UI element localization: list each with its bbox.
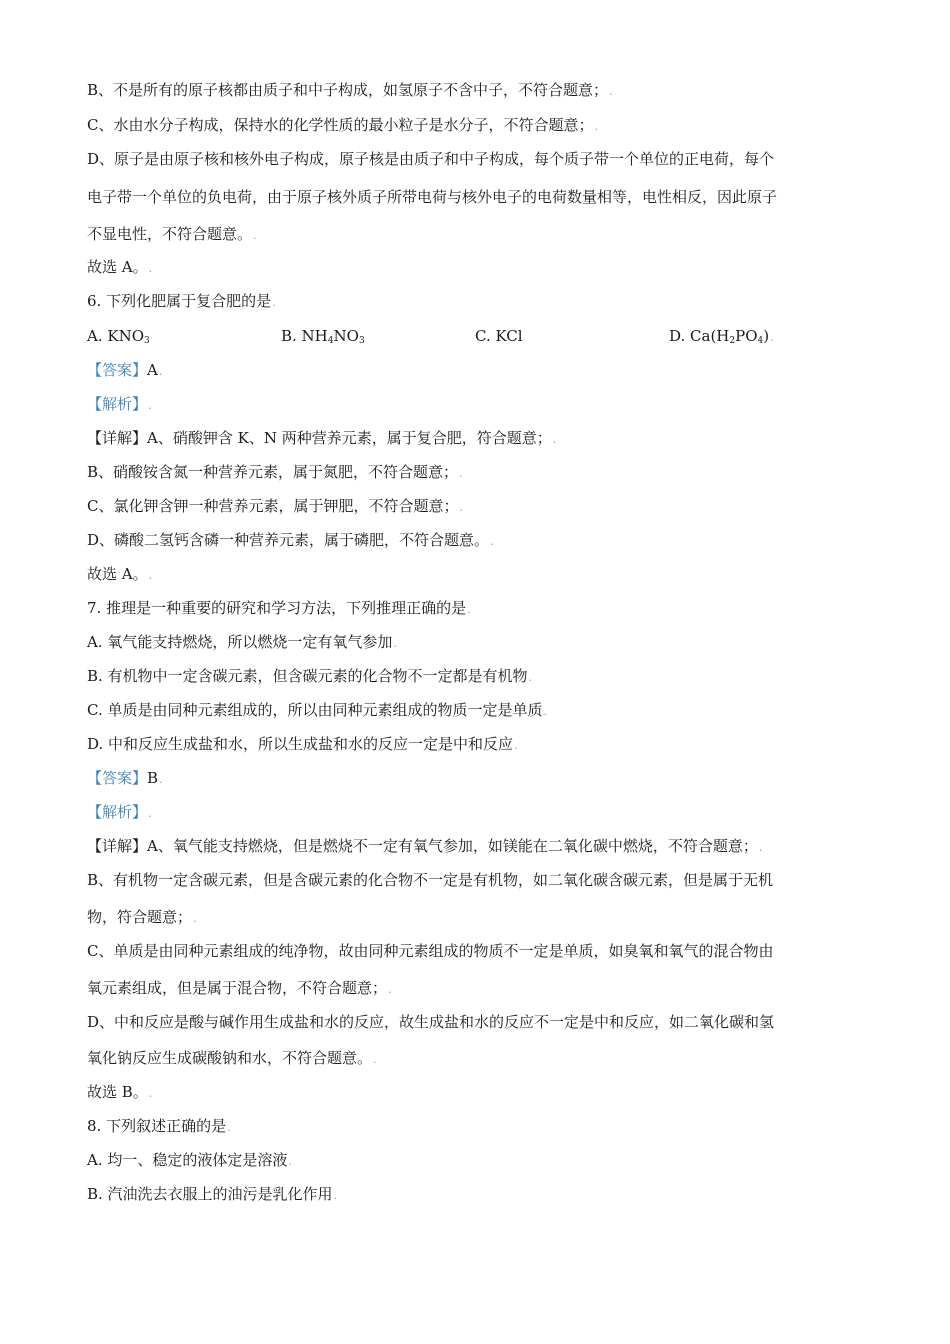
- paragraph-mark: .: [373, 1053, 377, 1066]
- detail-label: 【详解】: [87, 429, 148, 447]
- q6-option-c: [475, 326, 523, 346]
- paragraph-mark: .: [459, 467, 463, 480]
- q6-detail-c-text: C、氯化钾含钾一种营养元素，属于钾肥，不符合题意；: [87, 497, 459, 515]
- q6-option-a-text: A. KNO: [87, 327, 144, 345]
- q6-option-b-text: B. NH: [281, 327, 328, 345]
- paragraph-mark: .: [528, 671, 533, 684]
- q6-detail-b-text: B、硝酸铵含氮一种营养元素，属于氮肥，不符合题意；: [87, 463, 459, 481]
- q6-detail-a: [87, 428, 556, 450]
- q7-option-d-text: D. 中和反应生成盐和水，所以生成盐和水的反应一定是中和反应: [87, 735, 514, 753]
- paragraph-mark: .: [770, 331, 774, 344]
- q6-option-d: [669, 326, 774, 348]
- q7-detail-a-text: A、氧气能支持燃烧，但是燃烧不一定有氧气参加，如镁能在二氧化碳中燃烧，不符合题意；: [147, 837, 758, 855]
- paragraph-mark: .: [272, 296, 276, 309]
- analysis-label: 【解析】: [87, 395, 148, 413]
- paragraph-mark: .: [543, 705, 547, 718]
- q5-d-text-2: 电子带一个单位的负电荷，由于原子核外质子所带电荷与核外电子的电荷数量相等，电性相反，因此原子: [87, 188, 778, 206]
- q7-option-a: [87, 632, 397, 654]
- paragraph-mark: .: [467, 603, 471, 616]
- analysis-label: 【解析】: [87, 803, 148, 821]
- q6-analysis: [87, 394, 152, 416]
- paragraph-mark: .: [148, 1087, 153, 1100]
- q7-detail-d-text-2: 氧化钠反应生成碳酸钠和水，不符合题意。: [87, 1049, 373, 1067]
- answer-label: 【答案】: [87, 361, 148, 379]
- q7-analysis: [87, 802, 152, 824]
- paragraph-mark: .: [459, 501, 463, 514]
- q7-option-b-text: B. 有机物中一定含碳元素，但含碳元素的化合物不一定都是有机物: [87, 667, 528, 685]
- q6-option-d-text: D. Ca(H: [669, 327, 730, 345]
- paragraph-mark: .: [148, 807, 152, 820]
- q7-detail-b-text-2: 物，符合题意；: [87, 908, 193, 926]
- q6-option-c-text: C. KCl: [475, 327, 523, 345]
- q6-option-a-subscript: 3: [144, 336, 150, 346]
- q6-option-b-subscript-2: 3: [358, 336, 365, 346]
- q6-detail-b: [87, 462, 463, 484]
- answer-label: 【答案】: [87, 769, 148, 787]
- q7-option-c-text: C. 单质是由同种元素组成的，所以由同种元素组成的物质一定是单质: [87, 701, 543, 719]
- q5-option-d-analysis-line3: [87, 224, 257, 246]
- q6-option-d-text-end: ): [763, 327, 770, 345]
- paragraph-mark: .: [333, 1189, 338, 1202]
- paragraph-mark: .: [253, 229, 257, 242]
- paragraph-mark: .: [490, 535, 494, 548]
- paragraph-mark: .: [158, 365, 163, 378]
- q7-detail-b-text-1: B、有机物一定含碳元素，但是含碳元素的化合物不一定是有机物，如二氧化碳含碳元素，但是属于无机: [87, 871, 774, 889]
- q7-detail-b-line1: [87, 870, 773, 890]
- q6-question: [87, 291, 276, 313]
- paragraph-mark: .: [159, 773, 163, 786]
- q5-option-d-analysis-line1: [87, 149, 774, 169]
- q7-question: [87, 598, 471, 620]
- q7-option-b: [87, 666, 532, 688]
- q7-answer-value: B: [147, 769, 159, 787]
- q5-d-text-1: D、原子是由原子核和核外电子构成，原子核是由质子和中子构成，每个质子带一个单位的正电荷，每个: [87, 150, 775, 168]
- q7-conclusion: [87, 1082, 152, 1104]
- q6-conclusion-text: 故选 A。: [87, 565, 148, 583]
- paragraph-mark: .: [227, 1121, 231, 1134]
- q6-detail-d-text: D、磷酸二氢钙含磷一种营养元素，属于磷肥，不符合题意。: [87, 531, 490, 549]
- q6-answer: [87, 360, 162, 382]
- q7-answer: [87, 768, 163, 790]
- q8-option-b: [87, 1184, 337, 1206]
- paragraph-mark: .: [552, 433, 557, 446]
- q5-d-text-3: 不显电性，不符合题意。: [87, 225, 253, 243]
- q6-option-d-text-mid: PO: [735, 327, 758, 345]
- q6-option-b-subscript-1: 4: [327, 336, 334, 346]
- q7-option-d: [87, 734, 518, 756]
- paragraph-mark: .: [148, 262, 153, 275]
- q6-option-d-subscript-2: 4: [757, 336, 764, 346]
- paragraph-mark: .: [288, 1155, 292, 1168]
- q7-detail-c-line1: [87, 941, 773, 961]
- q7-detail-d-text-1: D、中和反应是酸与碱作用生成盐和水的反应，故生成盐和水的反应不一定是中和反应，如二氧化碳和氢: [87, 1013, 775, 1031]
- q5-conclusion: [87, 257, 152, 279]
- q6-conclusion: [87, 564, 152, 586]
- q7-detail-a: [87, 836, 762, 858]
- q6-detail-c: [87, 496, 463, 518]
- paragraph-mark: .: [609, 85, 613, 98]
- q8-question: [87, 1116, 231, 1138]
- paragraph-mark: .: [148, 569, 153, 582]
- q7-detail-d-line2: [87, 1048, 377, 1070]
- q7-detail-d-line1: [87, 1012, 774, 1032]
- q8-option-a: [87, 1150, 292, 1172]
- q6-question-text: 6. 下列化肥属于复合肥的是: [87, 292, 272, 310]
- q5-c-text: C、水由水分子构成，保持水的化学性质的最小粒子是水分子，不符合题意；: [87, 116, 594, 134]
- paragraph-mark: .: [594, 120, 598, 133]
- q5-option-d-analysis-line2: [87, 187, 777, 207]
- q8-option-a-text: A. 均一、稳定的液体定是溶液: [87, 1151, 288, 1169]
- paragraph-mark: .: [393, 637, 397, 650]
- q7-detail-c-line2: [87, 978, 392, 1000]
- q7-option-c: [87, 700, 547, 722]
- paragraph-mark: .: [388, 983, 392, 996]
- q5-b-text: B、不是所有的原子核都由质子和中子构成，如氢原子不含中子，不符合题意；: [87, 81, 609, 99]
- q5-conclusion-text: 故选 A。: [87, 258, 148, 276]
- q8-option-b-text: B. 汽油洗去衣服上的油污是乳化作用: [87, 1185, 333, 1203]
- q6-detail-a-text: A、硝酸钾含 K、N 两种营养元素，属于复合肥，符合题意；: [147, 429, 552, 447]
- q5-option-c-analysis: [87, 115, 598, 137]
- q6-option-d-subscript-1: 2: [729, 336, 736, 346]
- q7-detail-c-text-1: C、单质是由同种元素组成的纯净物，故由同种元素组成的物质不一定是单质，如臭氧和氧气的混合物由: [87, 942, 774, 960]
- paragraph-mark: .: [193, 912, 197, 925]
- q6-option-a: [87, 326, 150, 346]
- q7-detail-b-line2: [87, 907, 197, 929]
- paragraph-mark: .: [758, 841, 763, 854]
- q7-question-text: 7. 推理是一种重要的研究和学习方法，下列推理正确的是: [87, 599, 467, 617]
- detail-label: 【详解】: [87, 837, 148, 855]
- paragraph-mark: .: [514, 739, 518, 752]
- q8-question-text: 8. 下列叙述正确的是: [87, 1117, 227, 1135]
- paragraph-mark: .: [148, 399, 152, 412]
- q6-answer-value: A: [147, 361, 158, 379]
- q7-detail-c-text-2: 氧元素组成，但是属于混合物，不符合题意；: [87, 979, 388, 997]
- q6-option-b-text-mid: NO: [333, 327, 359, 345]
- q7-option-a-text: A. 氧气能支持燃烧，所以燃烧一定有氧气参加: [87, 633, 393, 651]
- q6-detail-d: [87, 530, 494, 552]
- q6-option-b: [281, 326, 365, 346]
- q7-conclusion-text: 故选 B。: [87, 1083, 148, 1101]
- q5-option-b-analysis: [87, 80, 613, 102]
